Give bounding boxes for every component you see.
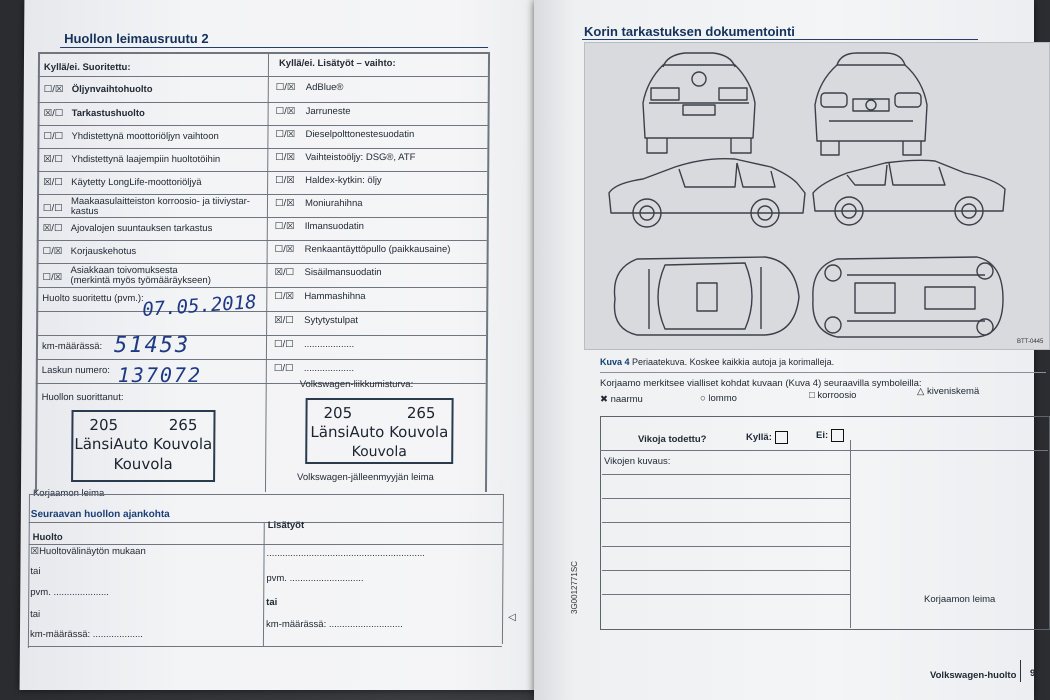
description-line[interactable] (602, 522, 850, 523)
table-row-right-label: Vaihteistoöljy: DSG®, ATF (305, 152, 416, 163)
column-divider (265, 52, 269, 492)
handwritten-invoice: 137072 (117, 363, 203, 387)
table-row-right-label: Sisäilmansuodatin (304, 267, 382, 278)
description-line[interactable] (602, 498, 850, 499)
checkbox-done[interactable]: ☐/☐ (43, 131, 64, 142)
description-line[interactable] (602, 594, 850, 595)
table-row-left-label: Ajovalojen suuntauksen tarkastus (70, 223, 213, 234)
table-row-right-label: ................... (303, 339, 355, 350)
extra-work-km-field[interactable]: km-määrässä: ............................ (266, 619, 403, 630)
column-header-right: Kyllä/ei. Lisätyöt – vaihto: (278, 58, 396, 69)
table-row-left-label: Käytetty LongLife-moottoriöljyä (71, 177, 202, 188)
table-row-right-label: Hammashihna (304, 291, 366, 302)
table-row-right-label: Ilmansuodatin (304, 221, 365, 232)
triangle-icon: ◁ (508, 612, 516, 623)
checkbox-extra[interactable]: ☐/☒ (275, 129, 296, 140)
next-service-option1[interactable]: ☒Huoltovälinäytön mukaan (30, 546, 146, 557)
checkbox-extra[interactable]: ☐/☐ (273, 363, 294, 374)
extra-work-date-field[interactable]: pvm. ............................ (266, 573, 364, 584)
checkbox-extra[interactable]: ☐/☒ (274, 198, 295, 209)
checkbox-extra[interactable]: ☐/☒ (275, 152, 296, 163)
left-page-title: Huollon leimausruutu 2 (64, 31, 209, 46)
checkbox-extra[interactable]: ☐/☒ (275, 106, 296, 117)
car-outline-drawings (585, 43, 1049, 349)
symbol-chip: △ kiveniskemä (917, 386, 980, 397)
car-top-view (614, 257, 799, 335)
next-service-date-field[interactable]: pvm. ..................... (30, 587, 109, 598)
table-row-right-label: Moniurahihna (304, 198, 363, 209)
checkbox-extra[interactable]: ☐/☐ (273, 339, 294, 350)
vw-partner-label: Volkswagen-liikkumisturva: (299, 379, 414, 390)
checkbox-extra[interactable]: ☐/☒ (274, 291, 295, 302)
car-side-right-view (813, 160, 1005, 225)
table-row-left-label: Korjauskehotus (70, 246, 137, 257)
table-row-left-label-cont: kastus (70, 206, 99, 217)
handwritten-km: 51453 (113, 333, 191, 358)
table-row-left-label: Laskun numero: (41, 365, 110, 376)
column-header-left: Kyllä/ei. Suoritettu: (43, 62, 131, 73)
car-diagram (584, 42, 1050, 350)
yes-checkbox[interactable]: Kyllä: (746, 431, 788, 444)
table-row-right-label: Renkaantäyttöpullo (paikkausaine) (304, 244, 451, 255)
extra-work-line[interactable]: ............................................................ (266, 548, 425, 559)
checkbox-done[interactable]: ☐/☒ (43, 84, 64, 95)
description-line[interactable] (602, 546, 850, 547)
table-row-left-label: Yhdistettynä laajempiin huoltotöihin (71, 154, 221, 165)
checkbox-extra[interactable]: ☒/☐ (274, 315, 294, 326)
description-line[interactable] (602, 570, 850, 571)
document-code: 3G0012771SC (570, 561, 579, 614)
right-page-title: Korin tarkastuksen dokumentointi (584, 24, 795, 39)
symbol-dent: ✖ naarmu (600, 394, 643, 405)
table-row-left-label: Maakaasulaitteiston korroosio- ja tiiviystar- (70, 196, 251, 207)
checkbox-extra[interactable]: ☐/☒ (275, 175, 295, 186)
workshop-stamp-label-right: Korjaamon leima (924, 594, 996, 605)
next-service-col-extra: Lisätyöt (267, 520, 305, 531)
table-row-left-label: Öljynvaihtohuolto (71, 84, 153, 95)
symbols-intro: Korjaamo merkitsee vialliset kohdat kuvaan (Kuva 4) seuraavilla symboleilla: (600, 378, 922, 389)
table-row-left-label: km-määrässä: (41, 341, 103, 352)
checkbox-done[interactable]: ☐/☐ (42, 203, 63, 214)
checkbox-done[interactable]: ☒/☐ (43, 177, 63, 188)
description-line[interactable] (602, 474, 850, 475)
no-checkbox[interactable]: Ei: (816, 429, 844, 442)
checkbox-extra[interactable]: ☐/☒ (274, 221, 295, 232)
figure-caption: Kuva 4 Periaatekuva. Koskee kaikkia autoja ja korimalleja. (600, 357, 835, 367)
drawing-code: BTT-0445 (1017, 339, 1044, 345)
table-row-right-label: ................... (303, 363, 355, 374)
checkbox-extra[interactable]: ☐/☒ (274, 244, 295, 255)
table-row-left-label-cont: (merkintä myös työmääräykseen) (70, 275, 211, 286)
table-row-left-label: Huolto suoritettu (pvm.): (42, 293, 144, 304)
footer-title: Volkswagen-huolto (930, 670, 1017, 681)
title-rule (60, 47, 488, 48)
checkbox-done[interactable]: ☒/☐ (43, 108, 64, 119)
next-service-km-field[interactable]: km-määrässä: ................... (29, 629, 143, 640)
damage-question: Vikoja todettu? (638, 434, 707, 445)
table-border (38, 52, 488, 54)
table-row-right-label: Haldex-kytkin: öljy (305, 175, 382, 186)
car-front-view (815, 53, 927, 155)
next-service-col-service: Huolto (32, 532, 63, 543)
car-underbody-view (813, 257, 1003, 337)
dealer-stamp: 205 265 LänsiAuto Kouvola Kouvola (305, 398, 453, 464)
symbol-dent2: ○ lommo (700, 393, 737, 404)
checkbox-done[interactable]: ☒/☐ (42, 223, 63, 234)
workshop-stamp: 205 265 LänsiAuto Kouvola Kouvola (71, 410, 216, 482)
table-row-right-label: Dieselpolttonestesuodatin (305, 129, 415, 140)
service-performed-by-label: Huollon suorittanut: (41, 392, 124, 403)
table-row-left-label: Asiakkaan toivomuksesta (70, 265, 178, 276)
car-side-left-view (609, 159, 805, 227)
left-page: Huollon leimausruutu 2 Kyllä/ei. Suoritettu: Kyllä/ei. Lisätyöt – vaihto: ☐/☒ Öljynvaihtohuolto ☐/☒ AdBlue® ☒/☐ Tarkastushuolto ☐/☒ Jarruneste ☐/☐ Yhdistettynä moottoriöljyn vaihtoon ☐/☒ Dieselpolttonestesuodatin ☒/☐ Yhdistettynä laajempiin huoltotöihin ☐/☒ Vaihteistoöljy: DSG®, ATF ☒/☐ Käytetty LongLife-moottoriöljyä ☐/☒ Haldex-kytkin: öljy ☐/☐ Maakaasulaitteiston korroosio- ja tiiviystar- kastus ☐/☒ Moniurahihna ☒/☐ Ajovalojen suuntauksen tarkastus ☐/☒ Ilmansuodatin ☐/☒ Korjauskehotus ☐/☒ Renkaantäyttöpullo (paikkausaine) ☐/☒ Asiakkaan toivomuksesta (merkintä myös työmääräykseen) ☒/☐ Sisäilmansuodatin Huolto suoritettu (pvm.): ☐/☒ Hammashihna ☒/☐ Sytytystulpat km-määrässä: ☐/☐ ................... Laskun numero: ☐/☐ ................... 07.05.2018 51453 137072 Huollon suorittanut: 205 265 LänsiAuto Kouvola Kouvola Volkswagen-liikkumisturva: 205 265 LänsiAuto Kouvola Kouvola Volkswagen-jälleenmyyjän leima Seuraavan huollon ajankohta Huolto Lisätyöt ☒Huoltovälinäytön mukaan tai pvm. ..................... tai km-määrässä: ................... ............................................................ pvm. ............................ tai km-määrässä: ............................ ◁ (20, 0, 567, 690)
table-row-right-label: Jarruneste (305, 106, 351, 117)
handwritten-date: 07.05.2018 (141, 291, 258, 321)
right-page (534, 0, 1044, 700)
vw-dealer-label: Volkswagen-jälleenmyyjän leima (297, 472, 434, 483)
table-row-left-label: Tarkastushuolto (71, 108, 145, 119)
car-rear-view (643, 53, 755, 153)
checkbox-done[interactable]: ☐/☒ (42, 246, 63, 257)
table-row-left-label: Yhdistettynä moottoriöljyn vaihtoon (71, 131, 219, 142)
checkbox-done[interactable]: ☐/☒ (42, 272, 63, 283)
table-row-right-label: AdBlue® (305, 82, 344, 93)
next-service-title: Seuraavan huollon ajankohta (30, 509, 170, 520)
checkbox-done[interactable]: ☒/☐ (43, 154, 64, 165)
table-row-right-label: Sytytystulpat (304, 315, 359, 326)
symbol-corrosion: □ korroosio (809, 390, 857, 401)
damage-description-label: Vikojen kuvaus: (604, 456, 671, 467)
checkbox-extra[interactable]: ☐/☒ (275, 82, 296, 93)
checkbox-extra[interactable]: ☒/☐ (274, 267, 295, 278)
page-number: 9 (1030, 668, 1036, 679)
